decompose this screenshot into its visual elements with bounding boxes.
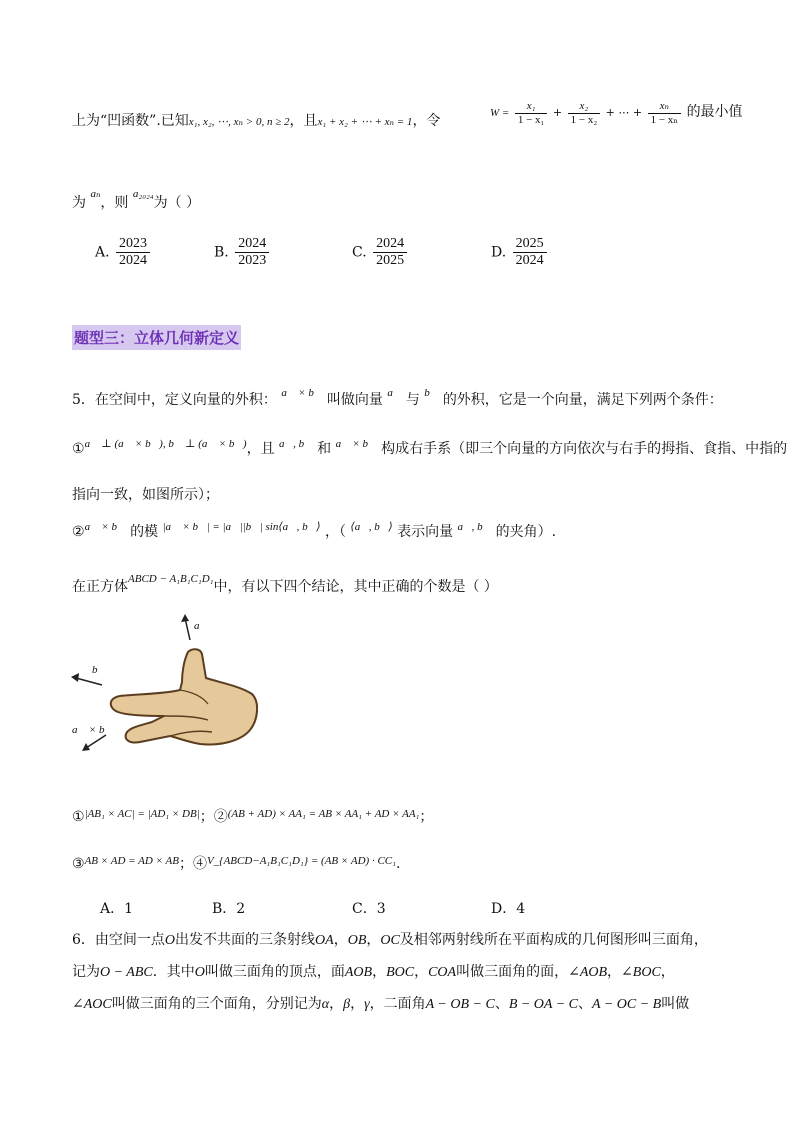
option-B[interactable]	[214, 236, 271, 269]
option-letter: A.	[95, 244, 110, 261]
w-term-1-num: x₁	[515, 100, 548, 114]
q6-line-3	[72, 993, 689, 1013]
q5-l4a: ②	[72, 524, 85, 540]
q5-l2m: a⃗ ⊥ (a⃗ × b⃗), b⃗ ⊥ (a⃗ × b⃗)	[84, 438, 247, 450]
q5-l1v1: a⃗	[387, 387, 402, 399]
q6-l1a: 6．由空间一点	[72, 932, 165, 948]
q6-l1c: 及相邻两射线所在平面构成的几何图形叫三面角，	[399, 932, 708, 948]
q6-l3b: ，二面角	[369, 996, 426, 1012]
arrow-b-head	[71, 673, 79, 682]
w-term-n-num: xₙ	[648, 100, 681, 114]
q5-l2c: 和	[317, 441, 332, 457]
q5-l4e: 的夹角）.	[495, 524, 557, 540]
q5-l2d: 构成右手系（即三个向量的方向依次与右手的拇指、食指、中指的	[381, 441, 788, 457]
q5-option-B[interactable]: B．2	[212, 901, 246, 917]
s2-num: ；②	[199, 809, 228, 825]
option-num: 2024	[235, 236, 269, 253]
statements-line-2	[72, 853, 400, 873]
q5-l1d: 的外积，它是一个向量，满足下列两个条件：	[442, 392, 723, 408]
p2-tail: 为（ ）	[153, 195, 201, 211]
p1-let: ，令	[412, 113, 441, 129]
s3-num: ③	[72, 856, 85, 872]
q5-l2b: ，且	[246, 441, 275, 457]
q6-l2b: ．其中	[152, 964, 195, 980]
option-num: 2023	[116, 236, 150, 253]
q5-line-4	[72, 521, 556, 541]
option-den: 2024	[119, 253, 148, 269]
q5-l4b: 的模	[130, 524, 159, 540]
option-D[interactable]	[491, 236, 549, 269]
q6-oabc: O − ABC	[100, 965, 153, 980]
q5-line-5	[72, 573, 498, 596]
option-letter: C.	[352, 244, 367, 261]
q6-l2a: 记为	[72, 964, 100, 980]
p1-cond2: x₁ + x₂ + ⋯ + xₙ = 1	[317, 116, 413, 128]
label-b: b⃗	[92, 664, 107, 676]
q6-line-2	[72, 961, 675, 981]
q5-option-D[interactable]: D．4	[491, 901, 526, 917]
q6-OB: OB	[347, 933, 367, 948]
q5-l1a: 5．在空间中，定义向量的外积：	[72, 392, 277, 408]
q6-ang1: ∠AOB	[568, 965, 608, 980]
q6-beta: β	[343, 997, 351, 1012]
q6-gamma: γ	[364, 997, 370, 1012]
q6-comma: ，	[350, 996, 365, 1012]
s1-math: |AB₁ × AC| = |AD₁ × DB|	[84, 808, 200, 820]
option-num: 2024	[373, 236, 407, 253]
p2-an: aₙ	[90, 188, 101, 200]
p2-lead: 为	[72, 195, 86, 211]
option-C[interactable]	[352, 236, 409, 269]
q6-O2: O	[194, 965, 205, 980]
option-letter: D.	[491, 244, 507, 261]
option-den: 2023	[238, 253, 267, 269]
q5-l1v2: b⃗	[424, 387, 439, 399]
q6-ang2: ∠BOC	[621, 965, 661, 980]
w-term-2	[568, 100, 601, 126]
q6-ang3: ∠AOC	[72, 997, 112, 1012]
q6-d1: A − OB − C	[425, 997, 495, 1012]
w-dots: + ⋯ +	[605, 106, 643, 120]
q6-comma: ，	[372, 964, 387, 980]
q5-l4m: a⃗ × b⃗	[84, 521, 126, 533]
q6-O: O	[164, 933, 176, 948]
p2-mid: ，则	[100, 195, 129, 211]
q6-alpha: α	[321, 997, 330, 1012]
q5-line-3: 指向一致，如图所示）；	[72, 487, 219, 503]
s1-num: ①	[72, 809, 85, 825]
s2-end: ；	[419, 809, 434, 825]
q5-l4m3: ⟨a⃗, b⃗⟩	[350, 521, 393, 533]
q5-option-A[interactable]: A．1	[100, 901, 134, 917]
q5-l1m: a⃗ × b⃗	[281, 387, 323, 399]
option-num: 2025	[513, 236, 547, 253]
option-den: 2025	[376, 253, 405, 269]
option-den: 2024	[515, 253, 544, 269]
w-term-2-den: 1 − x₂	[570, 113, 598, 126]
q5-l4m2: |a⃗ × b⃗| = |a⃗||b⃗| sin⟨a⃗, b⃗⟩	[162, 521, 321, 533]
option-fraction	[373, 236, 407, 269]
q6-comma: ，	[660, 964, 675, 980]
option-fraction	[116, 236, 150, 269]
q6-line-1	[72, 929, 708, 949]
w-label: W =	[490, 107, 510, 120]
q5-l5b: 中，有以下四个结论，其中正确的个数是（ ）	[213, 579, 498, 595]
q5-l1b: 叫做向量	[326, 392, 383, 408]
q6-c1: ，	[333, 932, 348, 948]
option-fraction	[235, 236, 269, 269]
w-plus: +	[552, 106, 563, 120]
option-A[interactable]	[95, 236, 152, 269]
p1-line	[72, 110, 440, 130]
s3-math: AB × AD = AD × AB	[84, 855, 179, 867]
option-fraction	[513, 236, 547, 269]
s2-math: (AB + AD) × AA₁ = AB × AA₁ + AD × AA₁	[227, 808, 420, 820]
q6-l1b: 出发不共面的三条射线	[175, 932, 316, 948]
p2-a2024: a₂₀₂₄	[132, 188, 154, 200]
q6-l3a: 叫做三面角的三个面角，分别记为	[111, 996, 322, 1012]
w-term-1-den: 1 − x₁	[517, 113, 545, 126]
w-term-2-num: x₂	[568, 100, 601, 114]
q5-option-C[interactable]: C．3	[352, 901, 386, 917]
q6-COA: COA	[428, 965, 457, 980]
q5-l2a: ①	[72, 441, 85, 457]
s4-end: .	[395, 856, 401, 872]
q6-l2d: 叫做三面角的面，	[456, 964, 569, 980]
q6-d3: A − OC − B	[592, 997, 662, 1012]
p1-and: ，且	[289, 113, 318, 129]
statements-line-1	[72, 806, 433, 826]
q5-l4m4: a⃗, b⃗	[457, 521, 492, 533]
right-hand-figure	[68, 612, 258, 762]
q6-d2: B − OA − C	[508, 997, 579, 1012]
q6-OA: OA	[315, 933, 334, 948]
q5-l1c: 与	[405, 392, 420, 408]
w-term-n	[648, 100, 681, 126]
p1-cond1: x₁, x₂, ⋯, xₙ > 0, n ≥ 2	[188, 116, 290, 128]
q5-l4d: 表示向量	[397, 524, 454, 540]
s4-math: V_{ABCD−A₁B₁C₁D₁} = (AB × AD) · CC₁	[206, 855, 396, 867]
section-heading: 题型三：立体几何新定义	[72, 325, 241, 350]
q6-comma: ，	[414, 964, 429, 980]
w-term-n-den: 1 − xₙ	[650, 113, 679, 126]
q6-comma: ，	[607, 964, 622, 980]
q5-line-2	[72, 438, 787, 458]
q6-BOC: BOC	[386, 965, 415, 980]
p2-line	[72, 188, 201, 212]
q5-l2m3: a⃗ × b⃗	[335, 438, 377, 450]
q5-l2m2: a⃗, b⃗	[279, 438, 313, 450]
w-formula	[490, 100, 743, 126]
q6-sep: 、	[578, 996, 593, 1012]
q6-l3c: 叫做	[661, 996, 690, 1012]
q6-OC: OC	[380, 933, 400, 948]
q6-l2c: 叫做三面角的顶点，面	[204, 964, 345, 980]
label-axb: a⃗ × b⃗	[72, 724, 114, 736]
label-a: a⃗	[194, 620, 209, 632]
arrow-a-head	[181, 614, 189, 622]
hand-shape	[111, 649, 257, 744]
p1-tail: 的最小值	[686, 104, 743, 121]
q6-c2: ，	[366, 932, 381, 948]
q6-AOB: AOB	[344, 965, 373, 980]
q6-sep: 、	[494, 996, 509, 1012]
q5-l4c: ，（	[324, 524, 346, 540]
arrow-b	[76, 678, 102, 685]
arrow-axb	[86, 735, 106, 748]
q5-line-1	[72, 389, 723, 409]
p1-lead: 上为“凹函数”.已知	[72, 113, 189, 129]
w-term-1	[515, 100, 548, 126]
q6-comma: ，	[329, 996, 344, 1012]
q5-l5m: ABCD − A₁B₁C₁D₁	[128, 573, 214, 585]
s4-num: ；④	[178, 856, 207, 872]
q5-l5a: 在正方体	[72, 579, 128, 595]
option-letter: B.	[214, 244, 229, 261]
